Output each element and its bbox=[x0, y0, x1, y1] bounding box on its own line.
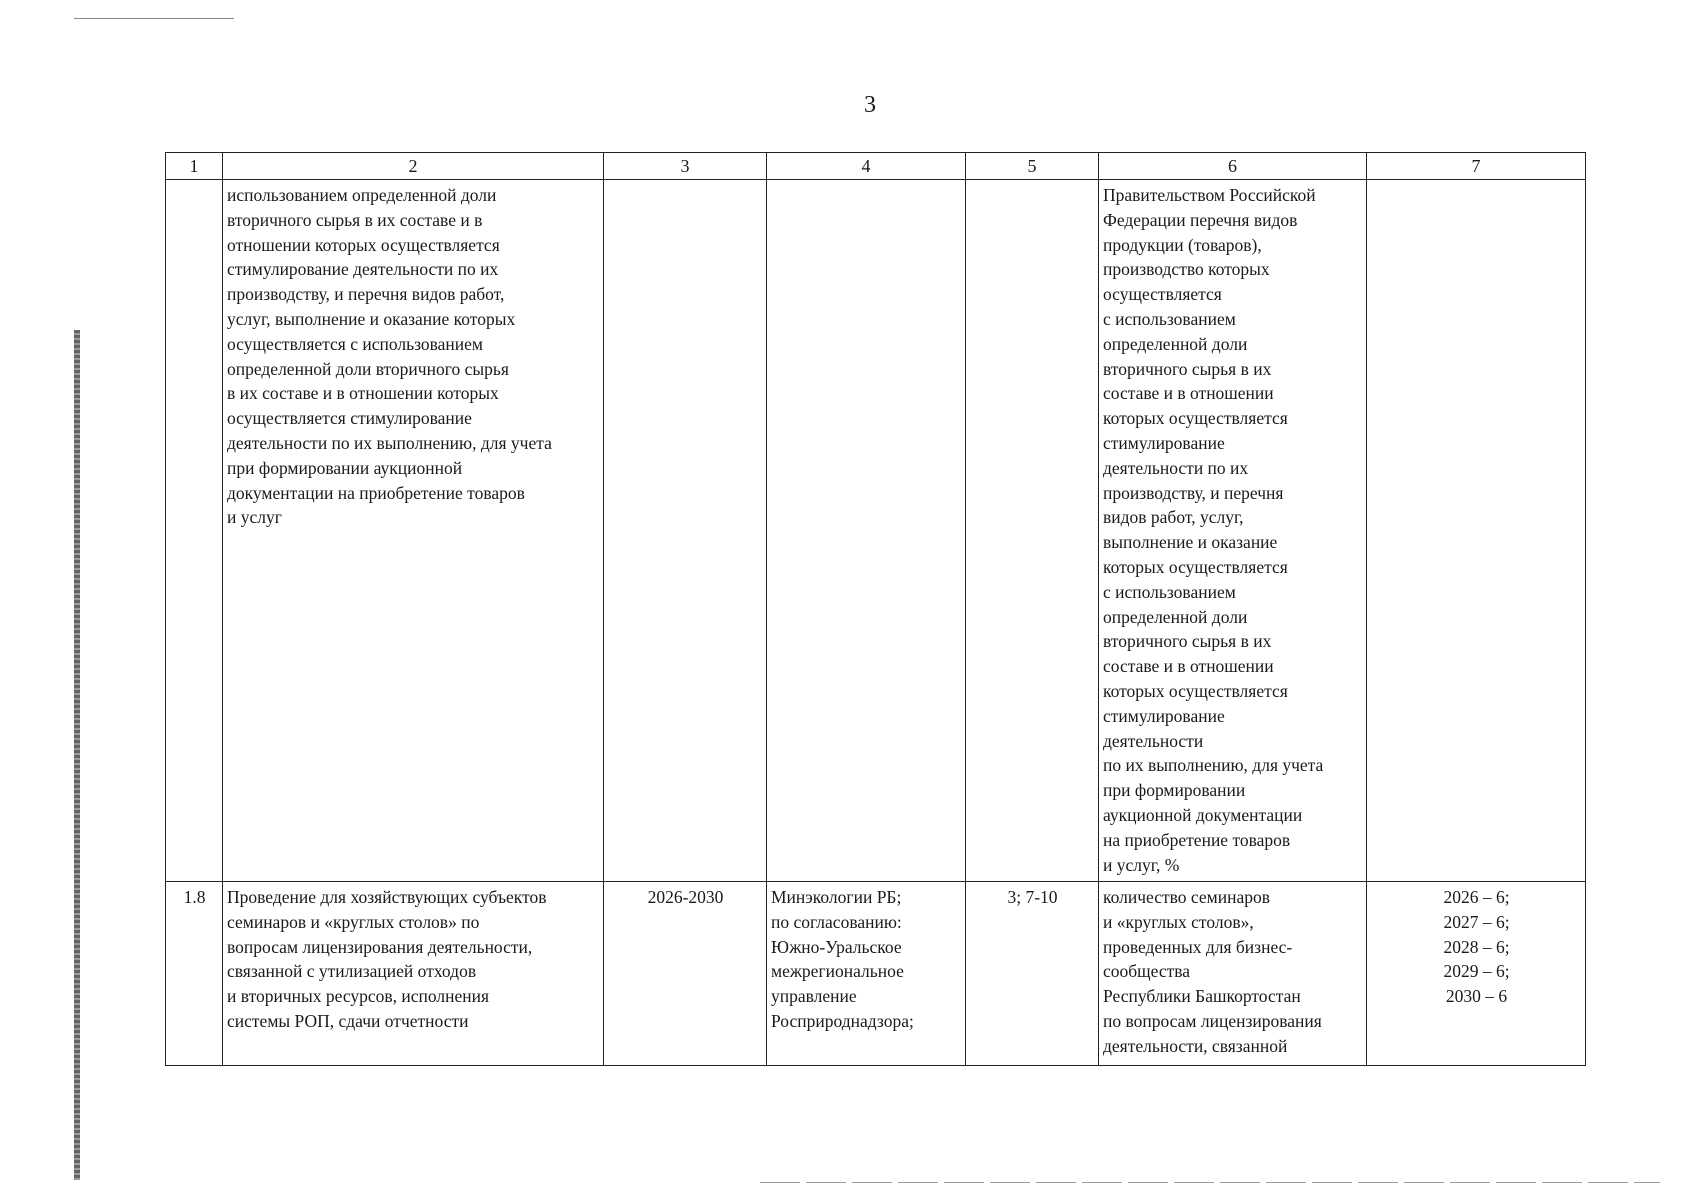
scan-artifact-top-line bbox=[74, 18, 234, 19]
header-cell-4: 4 bbox=[767, 153, 966, 180]
table-header-row bbox=[166, 153, 1586, 180]
document-table bbox=[165, 152, 1586, 1066]
header-cell-1: 1 bbox=[166, 153, 223, 180]
deadline-cell: 2026-2030 bbox=[604, 882, 767, 1066]
header-cell-2: 2 bbox=[223, 153, 604, 180]
scan-artifact-left-edge bbox=[74, 330, 80, 1180]
goal-link-cell: 3; 7-10 bbox=[966, 882, 1099, 1066]
row-number-cell bbox=[166, 180, 223, 882]
page-number: 3 bbox=[864, 92, 876, 118]
header-cell-5: 5 bbox=[966, 153, 1099, 180]
goal-link-cell bbox=[966, 180, 1099, 882]
responsible-cell: Минэкологии РБ; по согласованию: Южно-Уральское межрегиональное управление Росприроднадзора; bbox=[767, 882, 966, 1066]
deadline-cell bbox=[604, 180, 767, 882]
header-cell-3: 3 bbox=[604, 153, 767, 180]
responsible-cell bbox=[767, 180, 966, 882]
indicator-cell: количество семинаров и «круглых столов», проведенных для бизнес- сообщества Республики Башкортостан по вопросам лицензирования деятельности, связанной bbox=[1099, 882, 1367, 1066]
scan-artifact-bottom-line bbox=[760, 1182, 1660, 1183]
header-cell-7: 7 bbox=[1367, 153, 1586, 180]
measure-description-cell: Проведение для хозяйствующих субъектов семинаров и «круглых столов» по вопросам лицензирования деятельности, связанной с утилизацией отходов и вторичных ресурсов, исполнения системы РОП, сдачи отчетности bbox=[223, 882, 604, 1066]
table-row-continuation bbox=[166, 180, 1586, 882]
row-number-cell: 1.8 bbox=[166, 882, 223, 1066]
target-values-cell bbox=[1367, 180, 1586, 882]
target-values-cell: 2026 – 6; 2027 – 6; 2028 – 6; 2029 – 6; 2030 – 6 bbox=[1367, 882, 1586, 1066]
header-cell-6: 6 bbox=[1099, 153, 1367, 180]
measure-description-cell: использованием определенной доли вторичного сырья в их составе и в отношении которых осуществляется стимулирование деятельности по их производству, и перечня видов работ, услуг, выполнение и оказание которых осуществляется с использованием определенной доли вторичного сырья в их составе и в отношении которых осуществляется стимулирование деятельности по их выполнению, для учета при формировании аукционной документации на приобретение товаров и услуг bbox=[223, 180, 604, 882]
indicator-cell: Правительством Российской Федерации перечня видов продукции (товаров), производство которых осуществляется с использованием определенной доли вторичного сырья в их составе и в отношении которых осуществляется стимулирование деятельности по их производству, и перечня видов работ, услуг, выполнение и оказание которых осуществляется с использованием определенной доли вторичного сырья в их составе и в отношении которых осуществляется стимулирование деятельности по их выполнению, для учета при формировании аукционной документации на приобретение товаров и услуг, % bbox=[1099, 180, 1367, 882]
table-row-1-8 bbox=[166, 882, 1586, 1066]
